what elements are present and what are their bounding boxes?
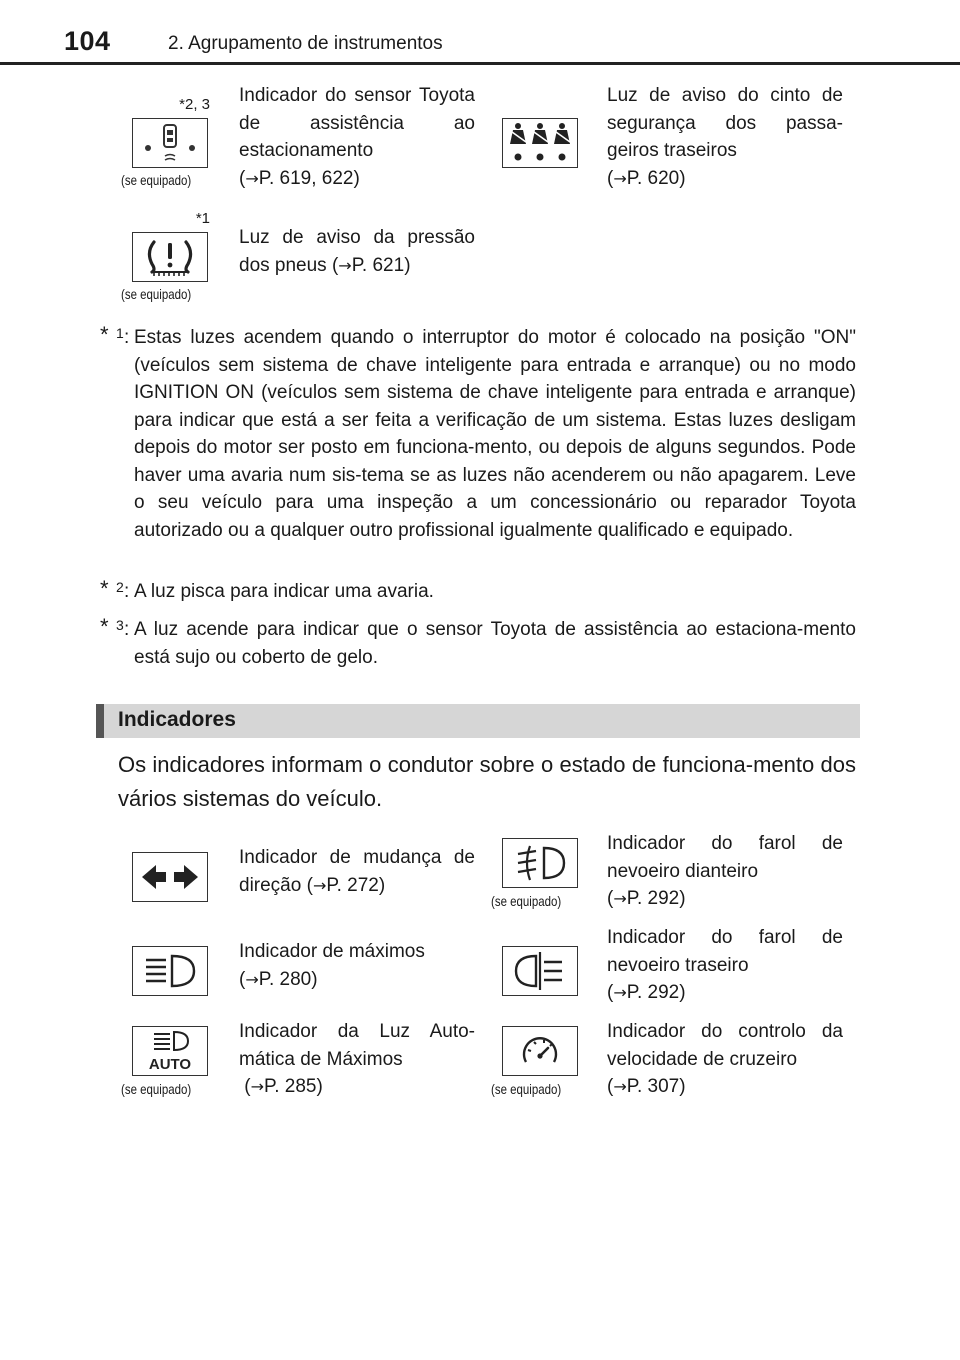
warning-description: Indicador do sensor Toyota de assistência ao estacionamento (→P. 619, 622) bbox=[239, 85, 475, 189]
indicator-description: Indicador de máximos (→P. 280) bbox=[239, 941, 425, 990]
section-title: Indicadores bbox=[118, 708, 236, 731]
equipped-label: (se equipado) bbox=[121, 286, 192, 302]
equipped-label: (se equipado) bbox=[121, 1081, 192, 1097]
high-beam-icon bbox=[132, 946, 208, 996]
rear-seatbelt-icon bbox=[502, 118, 578, 168]
cruise-control-icon bbox=[502, 1026, 578, 1076]
indicator-description: Indicador de mudança de direção (→P. 272) bbox=[239, 847, 475, 896]
turn-signal-icon bbox=[132, 852, 208, 902]
indicator-description: Indicador do controlo da velocidade de cruzeiro (→P. 307) bbox=[607, 1021, 843, 1097]
footnote-star: * bbox=[100, 614, 109, 639]
chapter-title: 2. Agrupamento de instrumentos bbox=[168, 33, 443, 54]
footnote-star: * bbox=[100, 576, 109, 601]
indicator-description: Indicador do farol de nevoeiro dianteiro (→P. 292) bbox=[607, 833, 843, 909]
footnote: * 3 : A luz acende para indicar que o sensor Toyota de assistência ao estaciona-mento está sujo ou coberto de gelo. bbox=[100, 616, 856, 671]
auto-high-beam-icon bbox=[132, 1026, 208, 1076]
rear-fog-light-icon bbox=[502, 946, 578, 996]
tire-pressure-icon bbox=[132, 232, 208, 282]
header-rule bbox=[0, 62, 960, 65]
indicator-description: Indicador do farol de nevoeiro traseiro (→P. 292) bbox=[607, 927, 843, 1003]
parking-sensor-icon bbox=[132, 118, 208, 168]
page-number: 104 bbox=[64, 26, 111, 56]
warning-description: Luz de aviso do cinto de segurança dos passa-geiros traseiros (→P. 620) bbox=[607, 85, 843, 189]
front-fog-light-icon bbox=[502, 838, 578, 888]
indicator-description: Indicador da Luz Auto-mática de Máximos (→P. 285) bbox=[239, 1021, 475, 1097]
section-header bbox=[96, 704, 860, 738]
equipped-label: (se equipado) bbox=[491, 893, 562, 909]
footnote-mark: 3 bbox=[116, 617, 124, 633]
footnote-mark: 2 bbox=[116, 579, 124, 595]
footnote-star: * bbox=[100, 322, 109, 347]
footnote-text: A luz pisca para indicar uma avaria. bbox=[134, 581, 434, 602]
note-mark: *2, 3 bbox=[179, 96, 210, 113]
footnote: * 2 : A luz pisca para indicar uma avaria. bbox=[100, 578, 856, 606]
section-intro: Os indicadores informam o condutor sobre o estado de funciona-mento dos vários sistemas do veículo. bbox=[118, 752, 856, 811]
equipped-label: (se equipado) bbox=[121, 172, 192, 188]
footnote-text: A luz acende para indicar que o sensor Toyota de assistência ao estaciona-mento está sujo ou coberto de gelo. bbox=[134, 619, 856, 668]
note-mark: *1 bbox=[195, 210, 210, 227]
auto-label: AUTO bbox=[148, 1056, 192, 1073]
equipped-label: (se equipado) bbox=[491, 1081, 562, 1097]
footnote-mark: 1 bbox=[116, 325, 124, 341]
page-header bbox=[0, 0, 960, 70]
warning-description: Luz de aviso da pressão dos pneus (→P. 621) bbox=[239, 227, 475, 276]
footnote-text: Estas luzes acendem quando o interruptor do motor é colocado na posição "ON" (veículos sem sistema de chave inteligente para entrada e arranque) ou no modo IGNITION ON (veículos sem sistema de chave inteligente para entrada e arranque) para indicar que está a ser feita a verificação de um sistema. Estas luzes desligam depois do motor ser posto em funciona-mento, ou depois de alguns segundos. Pode haver uma avaria num sis-tema se as luzes não acenderem ou não apagarem. Leve o seu veículo para uma inspeção a um concessionário ou reparador Toyota autorizado ou a qualquer outro profissional igualmente qualificado e equipado. bbox=[134, 327, 856, 541]
footnote: * 1 : Estas luzes acendem quando o interruptor do motor é colocado na posição "ON" (veículos sem sistema de chave inteligente para entrada e arranque) ou no modo IGNITION ON (veículos sem sistema de chave inteligente para entrada e arranque) para indicar que está a ser feita a verificação de um sistema. Estas luzes desligam depois do motor ser posto em funciona-mento, ou depois de alguns segundos. Pode haver uma avaria num sis-tema se as luzes não acenderem ou não apagarem. Leve o seu veículo para uma inspeção a um concessionário ou reparador Toyota autorizado ou a qualquer outro profissional igualmente qualificado e equipado. bbox=[100, 324, 856, 544]
